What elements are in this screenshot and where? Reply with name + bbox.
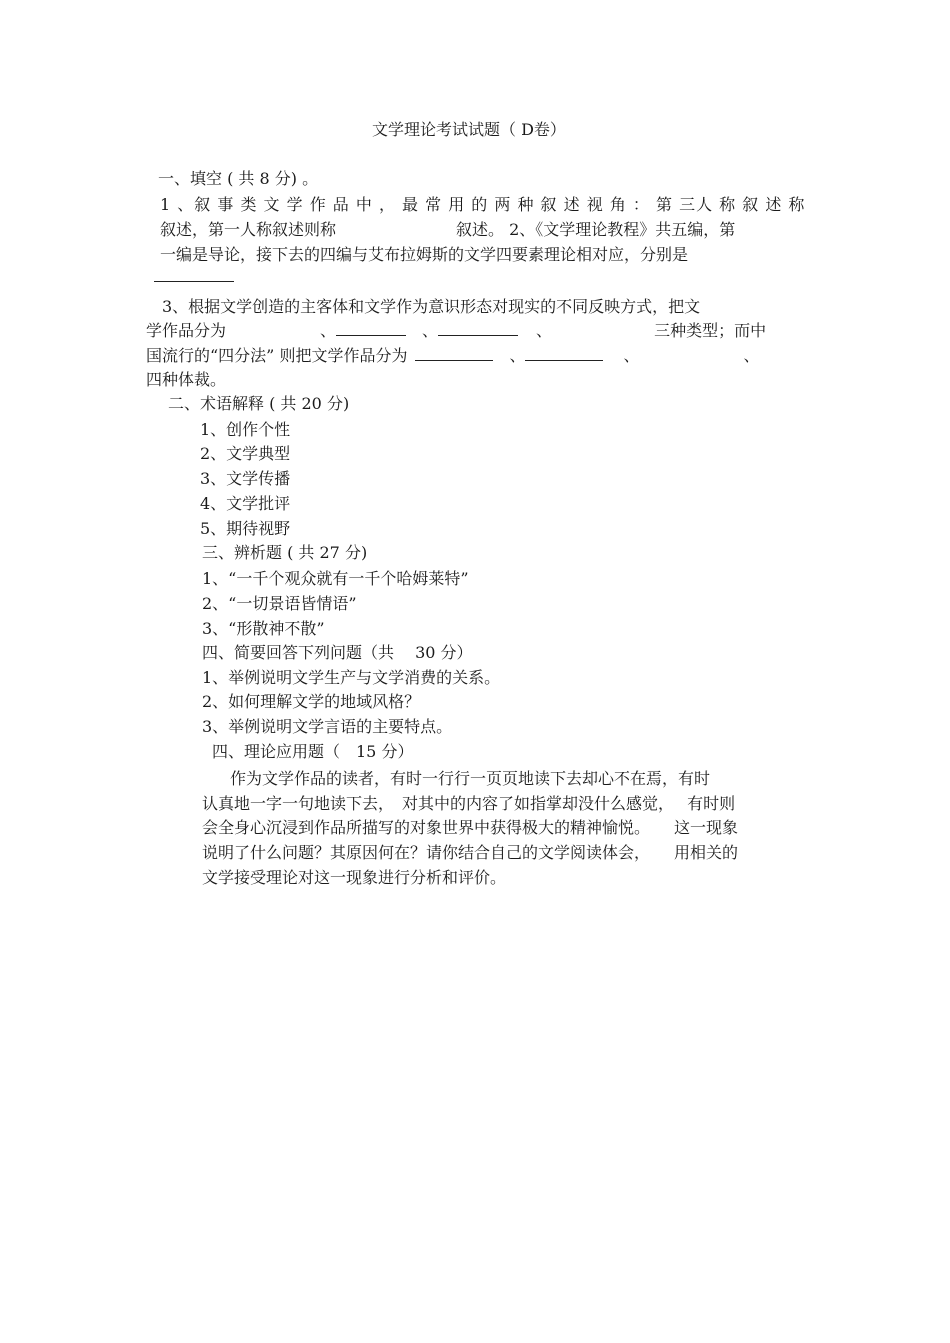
separator: 、	[509, 346, 526, 365]
q3-line-3-a: 国流行的“四分法” 则把文学作品分为	[146, 346, 408, 365]
q1-line-2-b: 叙述。 2、《文学理论教程》共五编，第	[456, 220, 736, 239]
answer-blank[interactable]	[525, 346, 603, 361]
q3-line-2	[146, 320, 766, 342]
application-paragraph-line: 会全身心沉浸到作品所描写的对象世界中获得极大的精神愉悦。 这一现象	[202, 818, 739, 837]
term-item: 3、文学传播	[200, 469, 291, 488]
analysis-item: 2、“一切景语皆情语”	[202, 594, 357, 613]
q1-answer-blank	[154, 266, 234, 288]
term-item: 2、文学典型	[200, 444, 291, 463]
answer-blank[interactable]	[336, 321, 406, 336]
separator: 、	[320, 321, 337, 340]
term-item: 1、创作个性	[200, 420, 291, 439]
application-paragraph-line: 说明了什么问题？其原因何在？请你结合自己的文学阅读体会， 用相关的	[202, 843, 739, 862]
answer-blank[interactable]	[154, 267, 234, 282]
term-item: 5、期待视野	[200, 519, 291, 538]
short-answer-item: 3、举例说明文学言语的主要特点。	[202, 717, 453, 736]
separator: 、	[623, 346, 640, 365]
short-answer-item: 2、如何理解文学的地域风格？	[202, 692, 421, 711]
separator: 、	[536, 321, 553, 340]
short-answer-item: 1、举例说明文学生产与文学消费的关系。	[202, 668, 501, 687]
section-3-heading: 三、辨析题 ( 共 27 分)	[202, 543, 368, 562]
answer-blank[interactable]	[438, 321, 518, 336]
q3-line-1: 3、根据文学创造的主客体和文学作为意识形态对现实的不同反映方式，把文	[162, 297, 701, 316]
q1-line-1: 1 、叙 事 类 文 学 作 品 中 ， 最 常 用 的 两 种 叙 述 视 角 ： 第 三人 称 叙 述 称	[160, 195, 806, 214]
analysis-item: 3、“形散神不散”	[202, 619, 325, 638]
analysis-item: 1、“一千个观众就有一千个哈姆莱特”	[202, 569, 469, 588]
section-1-heading: 一、填空 ( 共 8 分) 。	[158, 169, 319, 188]
q1-line-2	[160, 219, 735, 241]
q3-line-2-a: 学作品分为	[146, 321, 227, 340]
answer-blank[interactable]	[415, 346, 493, 361]
separator: 、	[422, 321, 439, 340]
section-4-heading: 四、简要回答下列问题（共 30 分）	[202, 643, 473, 662]
section-5-heading: 四、理论应用题（ 15 分）	[212, 742, 414, 761]
separator: 、	[743, 346, 760, 365]
q3-line-2-b: 三种类型；而中	[654, 321, 767, 340]
page-title: 文学理论考试试题（ D卷）	[372, 120, 566, 139]
q3-line-4: 四种体裁。	[146, 370, 227, 389]
application-paragraph-line: 认真地一字一句地读下去， 对其中的内容了如指掌却没什么感觉， 有时则	[202, 794, 736, 813]
q1-line-2-a: 叙述，第一人称叙述则称	[160, 220, 337, 239]
application-paragraph-line: 文学接受理论对这一现象进行分析和评价。	[202, 868, 507, 887]
q3-line-3	[146, 345, 760, 367]
application-paragraph-line: 作为文学作品的读者，有时一行行一页页地读下去却心不在焉，有时	[230, 769, 711, 788]
q1-line-3: 一编是导论，接下去的四编与艾布拉姆斯的文学四要素理论相对应，分别是	[160, 245, 689, 264]
term-item: 4、文学批评	[200, 494, 291, 513]
section-2-heading: 二、术语解释 ( 共 20 分)	[168, 394, 350, 413]
